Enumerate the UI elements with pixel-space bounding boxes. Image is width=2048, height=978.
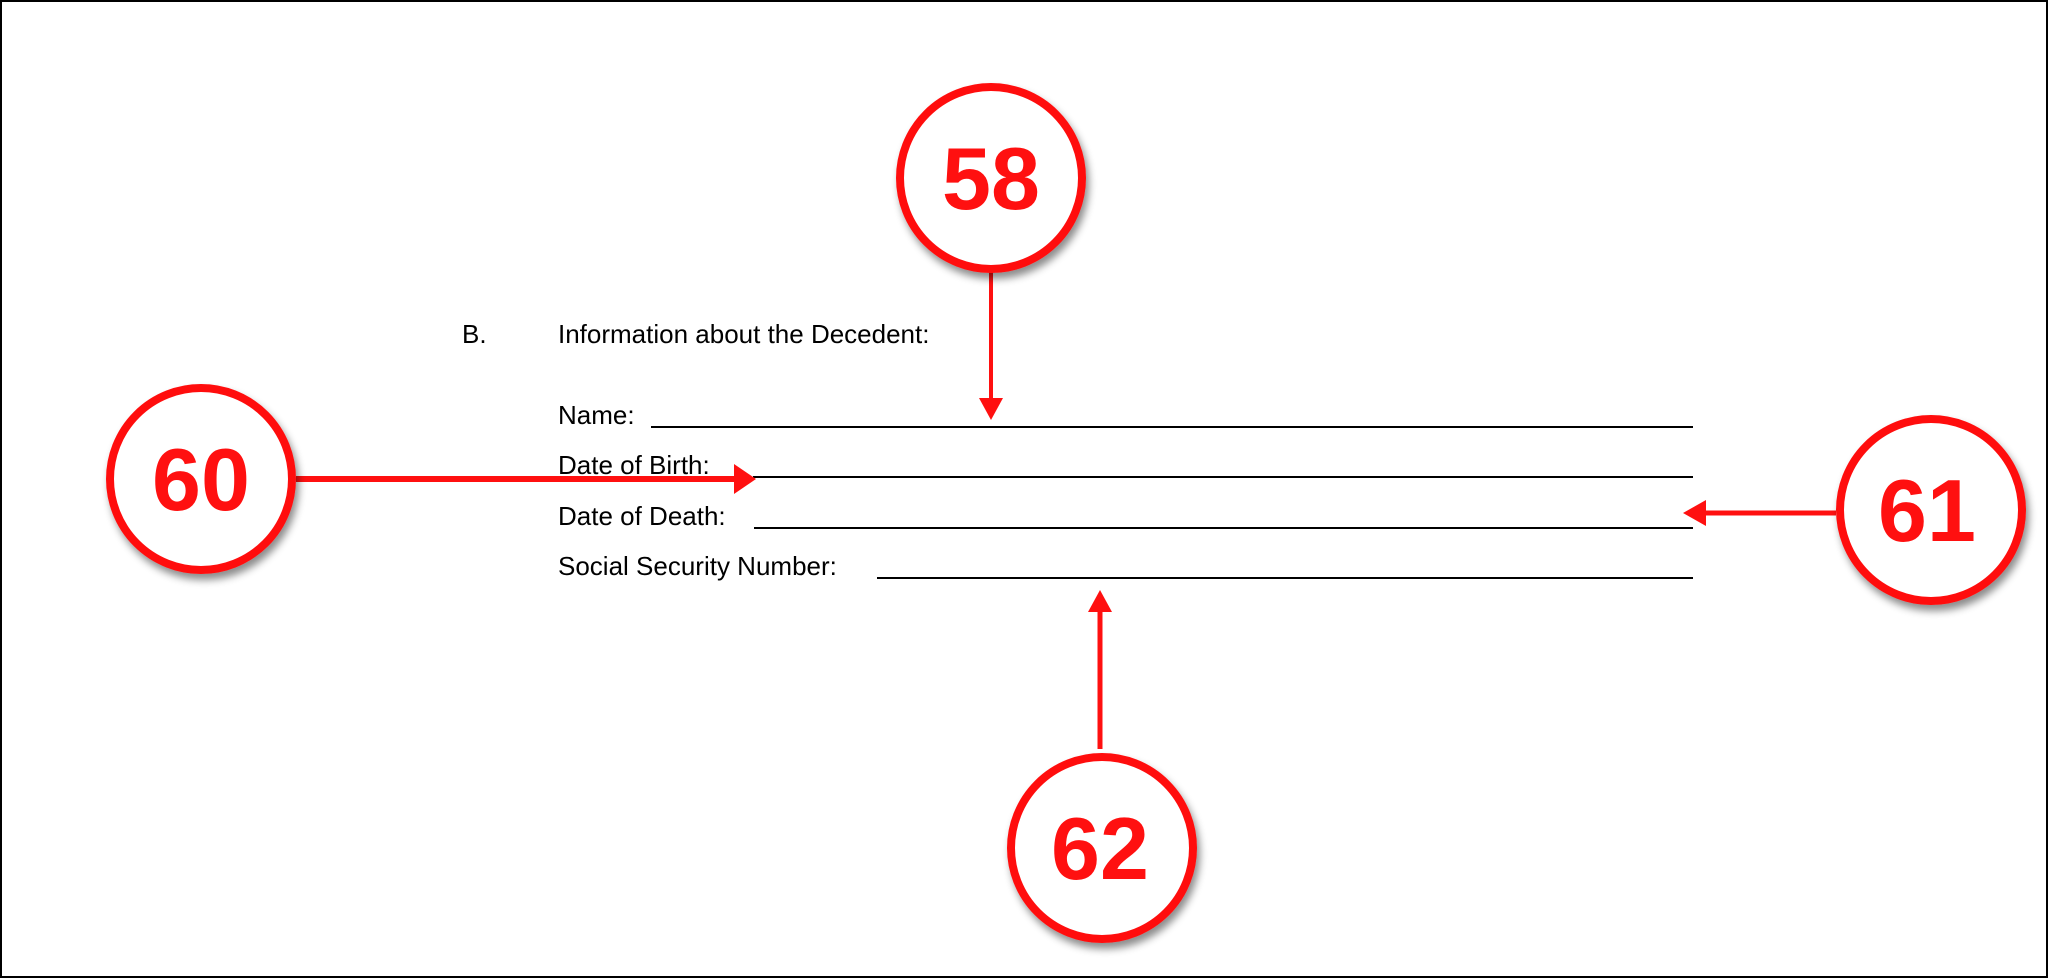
callout-layer (2, 2, 2048, 978)
arrow-60 (296, 464, 756, 494)
callout-58-number: 58 (942, 129, 1040, 228)
callout-62-number: 62 (1051, 799, 1149, 898)
callout-60 (110, 388, 292, 570)
section-heading: Information about the Decedent: (558, 319, 930, 349)
dob-label: Date of Birth: (558, 450, 710, 480)
dod-label: Date of Death: (558, 501, 726, 531)
arrow-61 (1683, 500, 1836, 526)
ssn-label: Social Security Number: (558, 551, 837, 581)
callout-60-number: 60 (152, 430, 250, 529)
callout-62 (1011, 757, 1193, 939)
callout-58 (900, 87, 1082, 269)
name-label: Name: (558, 400, 635, 430)
arrow-62 (1088, 590, 1112, 749)
callout-61-number: 61 (1878, 461, 1976, 560)
callout-61 (1840, 419, 2022, 601)
section-letter: B. (462, 319, 487, 349)
arrow-58 (979, 272, 1003, 420)
